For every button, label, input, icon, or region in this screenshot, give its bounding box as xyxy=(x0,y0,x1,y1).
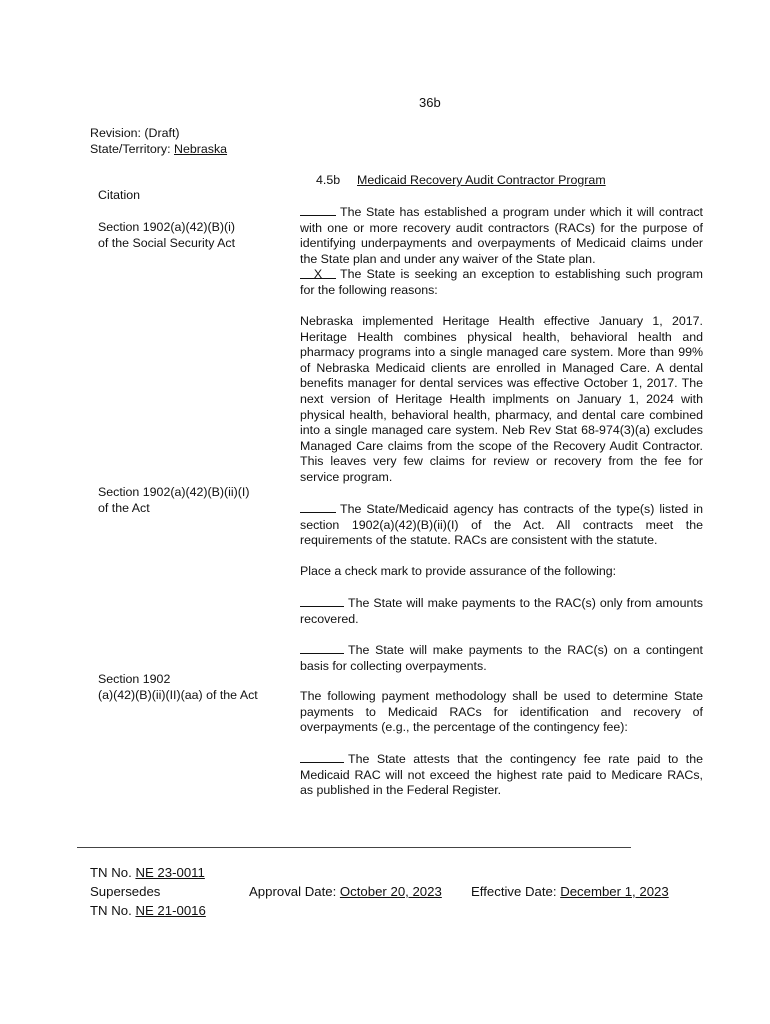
section-heading xyxy=(316,173,606,189)
paragraph-exception-text: The State is seeking an exception to establishing such program for the following reasons: xyxy=(300,267,703,297)
citation-2-line1: Section 1902(a)(42)(B)(ii)(I) xyxy=(98,485,250,499)
paragraph-contingent-basis xyxy=(300,642,703,674)
paragraph-contracts-text: The State/Medicaid agency has contracts of the type(s) listed in section 1902(a)(42)(B)(ii)(I) of the Act. All contracts meet the requirements of the statute. RACs are consistent with the statute. xyxy=(300,502,703,548)
paragraph-payment-methodology: The following payment methodology shall be used to determine State payments to Medicaid RACs for identification and recovery of overpayments (e.g., the percentage of the contingency fee): xyxy=(300,689,703,735)
section-number: 4.5b xyxy=(316,173,341,187)
citation-2 xyxy=(98,485,249,516)
paragraph-check-instruction: Place a check mark to provide assurance of the following: xyxy=(300,564,617,578)
supersedes-label: Supersedes xyxy=(90,884,161,899)
paragraph-contingency-fee-text: The State attests that the contingency fee rate paid to the Medicaid RAC will not exceed the highest rate paid to Medicare RACs, as published in the Federal Register. xyxy=(300,752,703,798)
approval-label: Approval Date: xyxy=(249,884,337,899)
checkbox-blank-contingency-fee[interactable] xyxy=(300,751,344,763)
paragraph-contingency-fee xyxy=(300,751,703,799)
page-number: 36b xyxy=(419,95,441,110)
tn-label: TN No. xyxy=(90,865,132,880)
state-value: Nebraska xyxy=(174,142,228,156)
revision-line xyxy=(90,126,180,142)
checkbox-blank-rac-program[interactable] xyxy=(300,204,336,216)
checkbox-blank-exception[interactable] xyxy=(300,267,336,279)
paragraph-rac-program xyxy=(300,204,703,267)
citation-header: Citation xyxy=(98,188,141,202)
revision-value: (Draft) xyxy=(144,126,180,140)
checkbox-blank-payments-recovered[interactable] xyxy=(300,595,344,607)
approval-value: October 20, 2023 xyxy=(339,884,442,899)
paragraph-rac-program-text: The State has established a program under which it will contract with one or more recovery audit contractors (RACs) for the purpose of identifying underpayments and overpayments of Medicaid claims under the State plan and under any waiver of the State plan. xyxy=(300,205,703,266)
citation-1-line2: of the Social Security Act xyxy=(98,235,236,250)
citation-1-line1: Section 1902(a)(42)(B)(i) xyxy=(98,220,236,234)
section-title: Medicaid Recovery Audit Contractor Program xyxy=(357,173,606,187)
tn2-value: NE 21-0016 xyxy=(135,903,206,918)
state-label: State/Territory: xyxy=(90,142,171,156)
revision-label: Revision: xyxy=(90,126,141,140)
paragraph-heritage-health: Nebraska implemented Heritage Health effective January 1, 2017. Heritage Health combines physical health, behavioral health and pharmacy programs into a single managed care system. More than 99% of Nebraska Medicaid clients are enrolled in Managed Care. A dental benefits manager for dental services was effective October 1, 2017. The next version of Heritage Health implments on January 1, 2024 with physical health, behavioral health, pharmacy, and dental care combined into a single managed care system. Neb Rev Stat 68-974(3)(a) excludes Managed Care claims from the scope of the Recovery Audit Contractor. This leaves very few claims for review or recovery from the fee for service program. xyxy=(300,314,703,484)
effective-value: December 1, 2023 xyxy=(560,884,669,899)
effective-label: Effective Date: xyxy=(471,884,557,899)
footer-tn-block xyxy=(90,863,206,920)
paragraph-payments-recovered xyxy=(300,595,703,627)
citation-1 xyxy=(98,220,235,251)
paragraph-contingent-basis-text: The State will make payments to the RAC(s) on a contingent basis for collecting overpayments. xyxy=(300,643,703,673)
checkbox-blank-contracts[interactable] xyxy=(300,501,336,513)
footer-divider xyxy=(77,847,631,848)
citation-3-line1: Section 1902 xyxy=(98,672,171,686)
exception-mark: X xyxy=(313,267,323,281)
effective-date-line xyxy=(471,882,669,901)
tn2-number-line xyxy=(90,901,206,920)
checkbox-blank-contingent[interactable] xyxy=(300,642,344,654)
citation-3-line2: (a)(42)(B)(ii)(II)(aa) of the Act xyxy=(98,687,258,702)
paragraph-exception xyxy=(300,267,703,298)
tn-number-line xyxy=(90,863,206,882)
paragraph-contracts xyxy=(300,501,703,549)
citation-2-line2: of the Act xyxy=(98,500,150,515)
tn-value: NE 23-0011 xyxy=(135,865,205,880)
approval-date-line xyxy=(249,882,442,901)
paragraph-payments-recovered-text: The State will make payments to the RAC(s) only from amounts recovered. xyxy=(300,596,703,626)
tn2-label: TN No. xyxy=(90,903,132,918)
citation-3 xyxy=(98,672,258,703)
state-line xyxy=(90,142,227,158)
